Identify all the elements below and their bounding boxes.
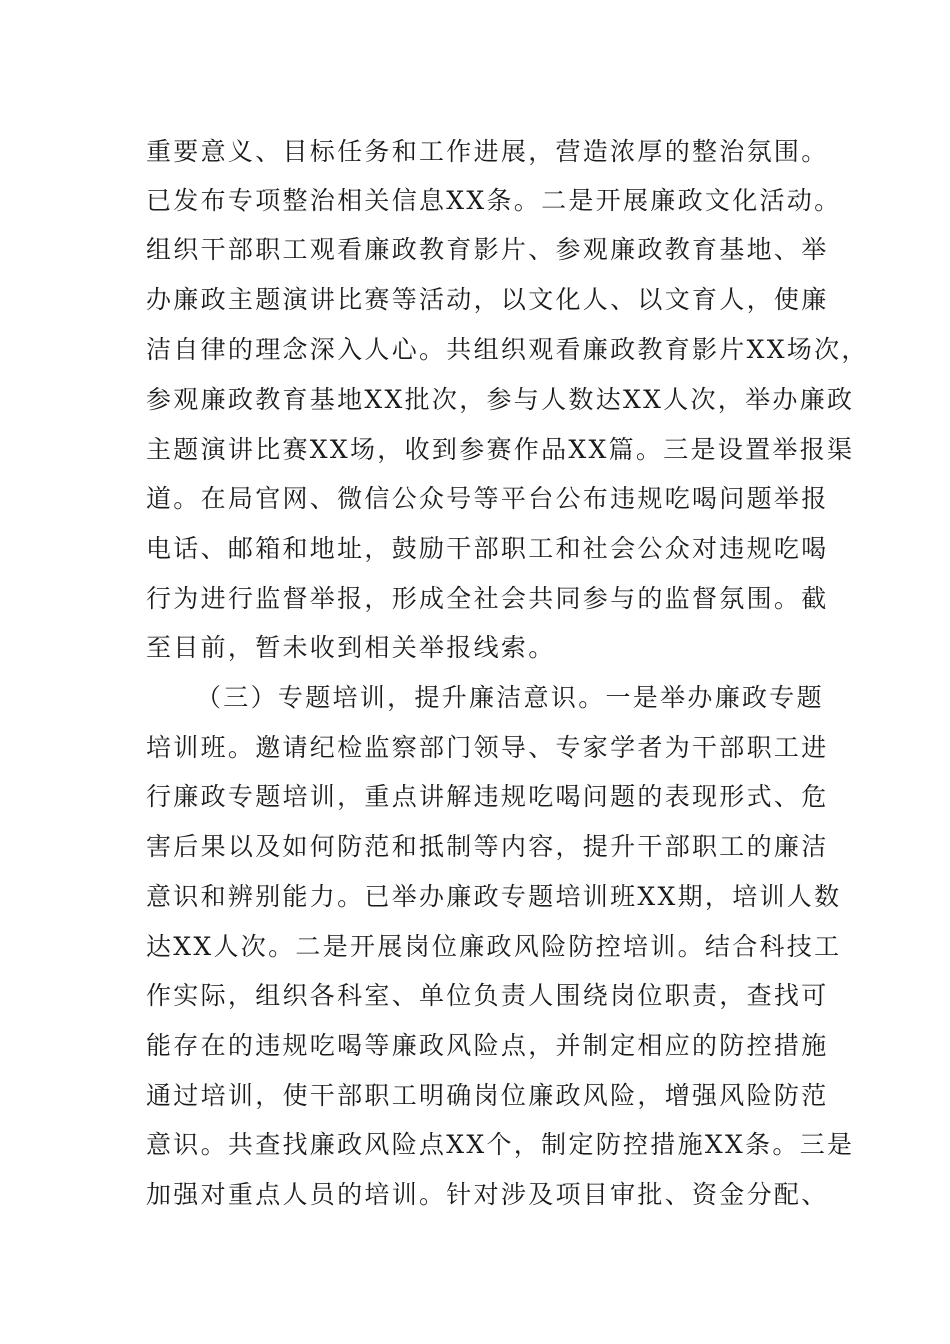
text-line: 能存在的违规吃喝等廉政风险点，并制定相应的防控措施 bbox=[146, 1031, 829, 1060]
text-line: 意识和辨别能力。已举办廉政专题培训班XX期，培训人数 bbox=[146, 882, 842, 911]
text-line: 作实际，组织各科室、单位负责人围绕岗位职责，查找可 bbox=[146, 981, 829, 1010]
text-line: 已发布专项整治相关信息XX条。二是开展廉政文化活动。 bbox=[146, 186, 842, 215]
section-heading-line: （三）专题培训，提升廉洁意识。一是举办廉政专题 bbox=[196, 683, 824, 712]
text-line: 洁自律的理念深入人心。共组织观看廉政教育影片XX场次， bbox=[146, 335, 869, 364]
text-line: 害后果以及如何防范和抵制等内容，提升干部职工的廉洁 bbox=[146, 832, 829, 861]
text-line: 培训班。邀请纪检监察部门领导、专家学者为干部职工进 bbox=[146, 733, 829, 762]
text-line: 行廉政专题培训，重点讲解违规吃喝问题的表现形式、危 bbox=[146, 782, 829, 811]
text-line: 达XX人次。二是开展岗位廉政风险防控培训。结合科技工 bbox=[146, 932, 842, 961]
text-line: 重要意义、目标任务和工作进展，营造浓厚的整治氛围。 bbox=[146, 137, 829, 166]
text-line: 通过培训，使干部职工明确岗位廉政风险，增强风险防范 bbox=[146, 1081, 829, 1110]
text-line: 加强对重点人员的培训。针对涉及项目审批、资金分配、 bbox=[146, 1180, 829, 1209]
text-line: 至目前，暂未收到相关举报线索。 bbox=[146, 633, 556, 662]
text-line: 道。在局官网、微信公众号等平台公布违规吃喝问题举报 bbox=[146, 484, 829, 513]
text-line: 行为进行监督举报，形成全社会共同参与的监督氛围。截 bbox=[146, 584, 829, 613]
text-line: 参观廉政教育基地XX批次，参与人数达XX人次，举办廉政 bbox=[146, 385, 855, 414]
text-line: 电话、邮箱和地址，鼓励干部职工和社会公众对违规吃喝 bbox=[146, 534, 829, 563]
text-line: 组织干部职工观看廉政教育影片、参观廉政教育基地、举 bbox=[146, 235, 829, 264]
text-line: 办廉政主题演讲比赛等活动，以文化人、以文育人，使廉 bbox=[146, 285, 829, 314]
text-line: 主题演讲比赛XX场，收到参赛作品XX篇。三是设置举报渠 bbox=[146, 435, 855, 464]
text-line: 意识。共查找廉政风险点XX个，制定防控措施XX条。三是 bbox=[146, 1130, 855, 1159]
